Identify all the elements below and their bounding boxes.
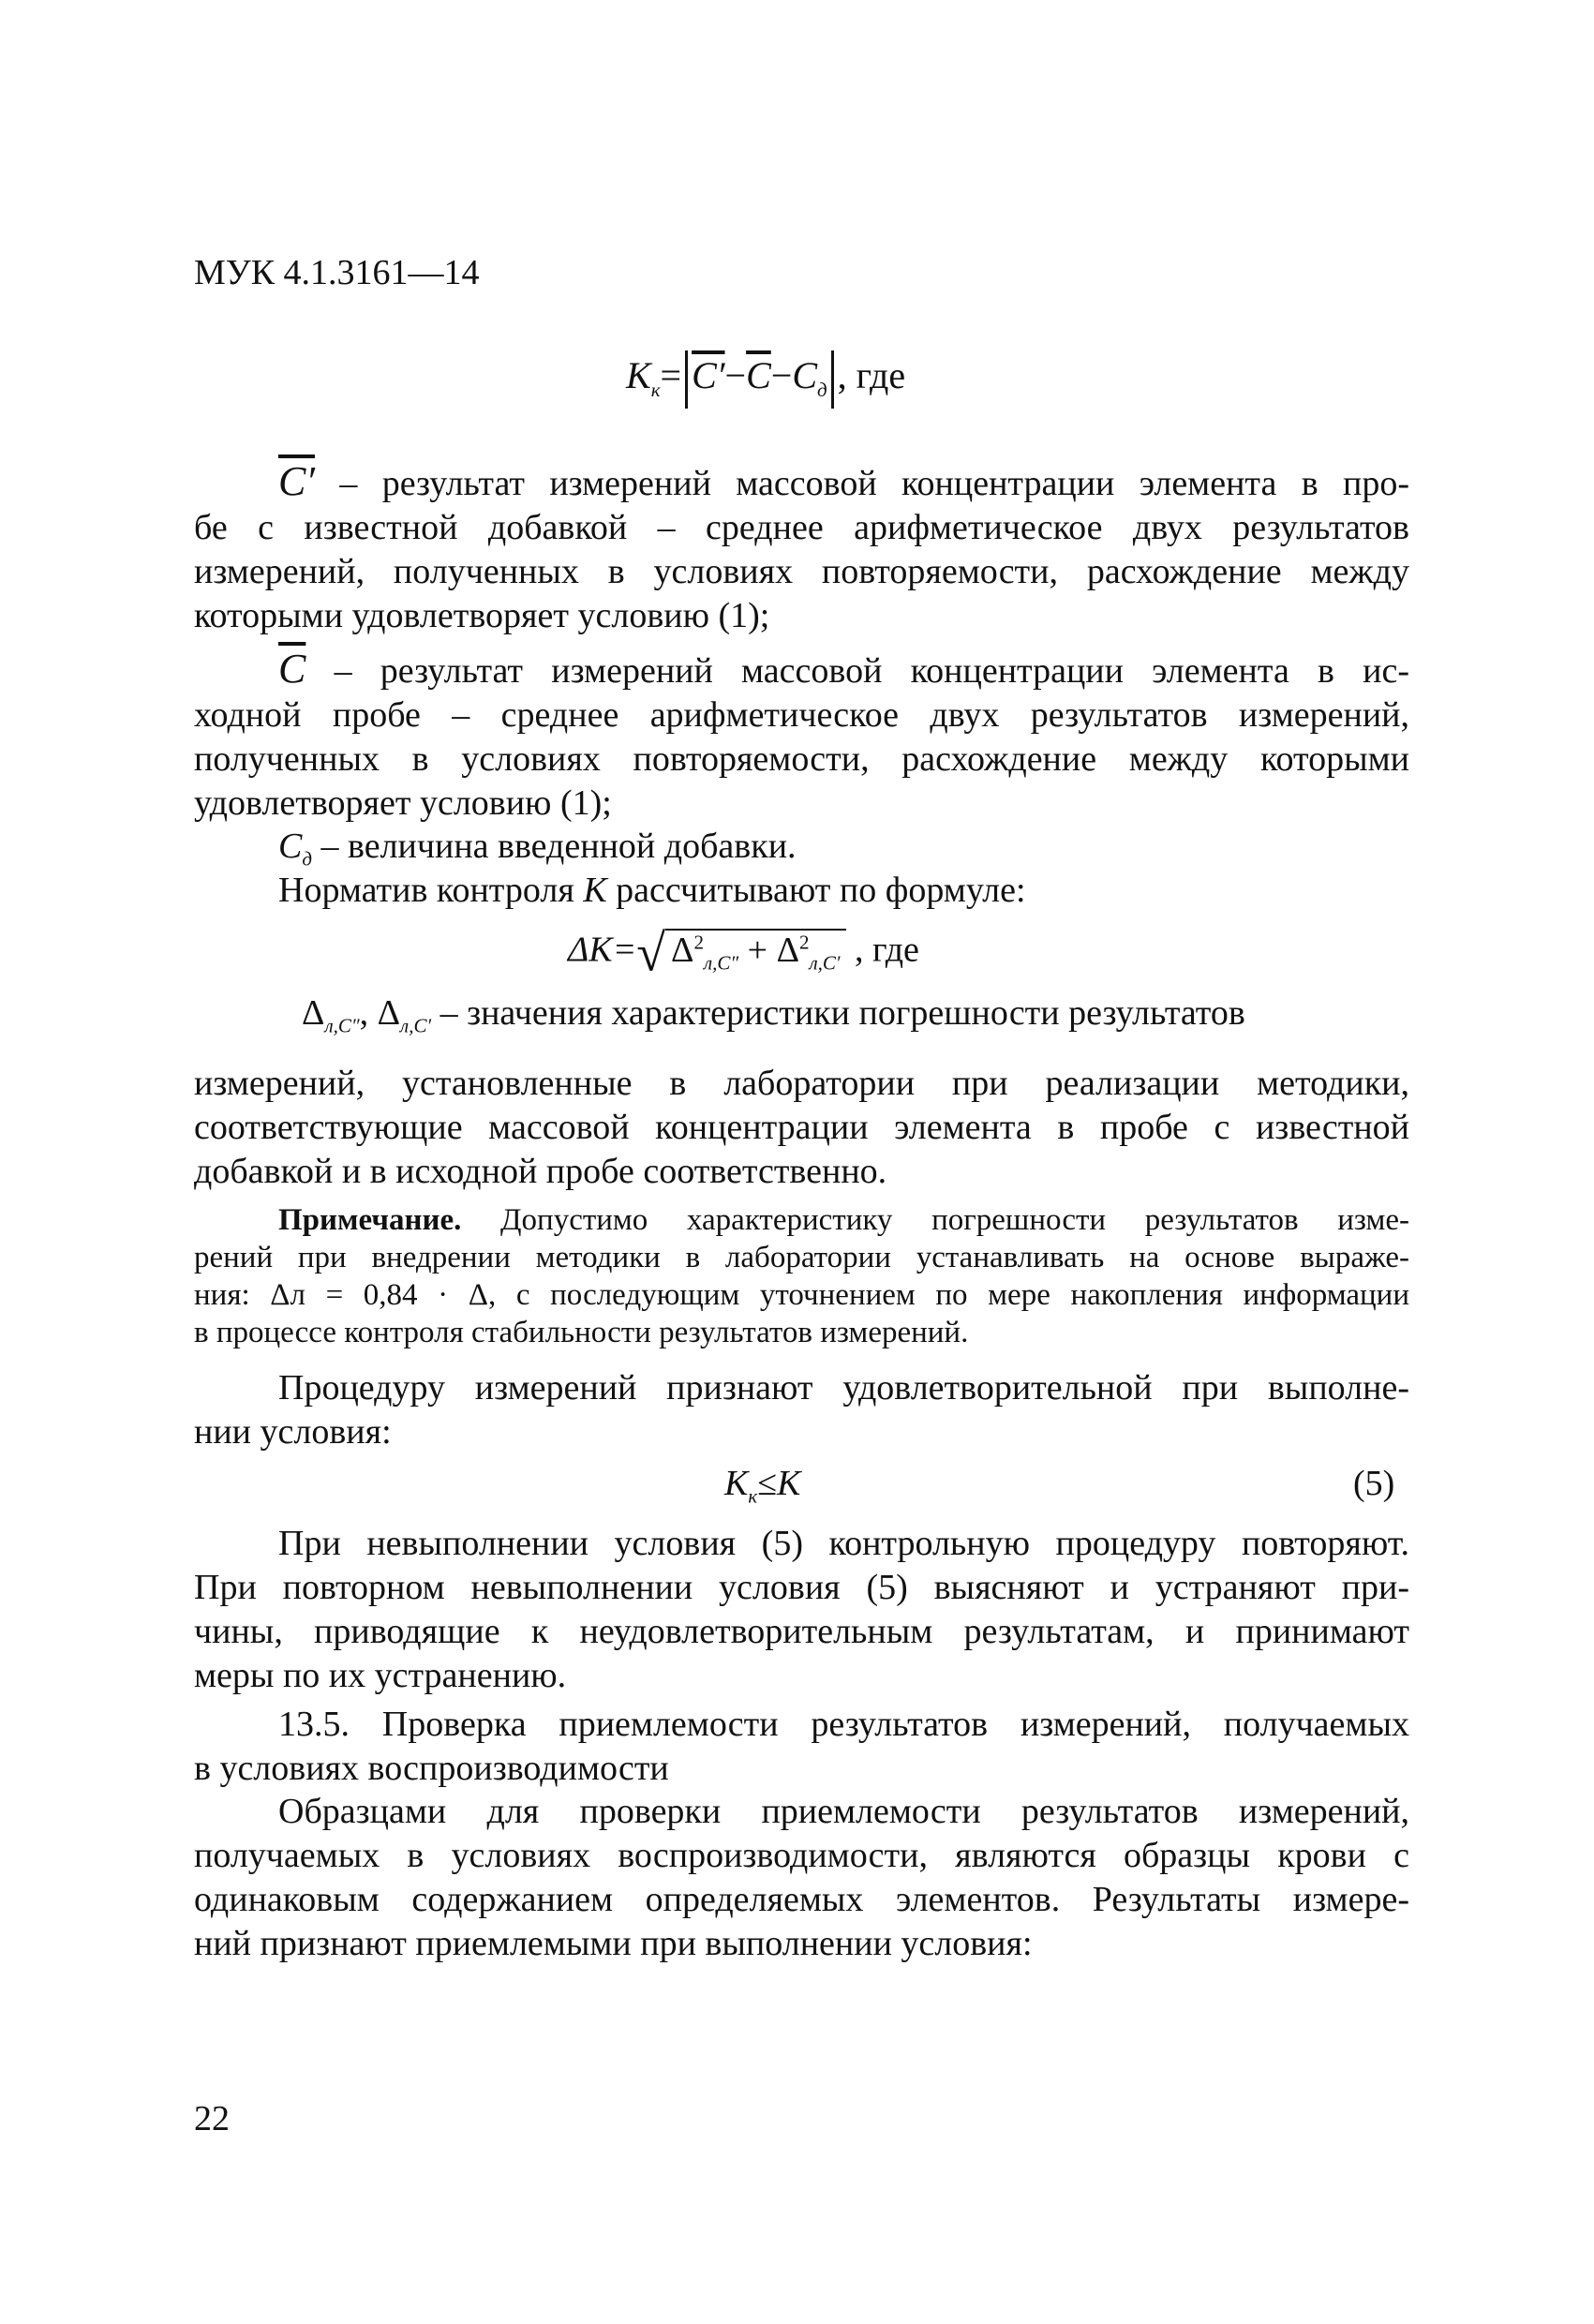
formula-delta-k: ΔK=√ $\Delta^2_{л,C''} + \Delta^2_{л,C'}$ , где [568,920,919,985]
abs-bar-left [685,350,688,409]
definition-c: $\overline{C}$ – результат измерений массовой концентрации элемента в ис- ходной пробе – среднее арифметическое двух результатов измерений, полученных в условиях повторяемости, расхождение между которыми удовлетворяет условию (1); [194,646,1409,823]
formula-kk: $K_к= C'-\overline{C}-C_д$ , где [626,350,905,412]
procedure-text: Процедуру измерений признают удовлетворительной при выполне- нии условия: [194,1368,1409,1452]
page-number: 22 [194,2099,230,2138]
repeat-procedure-text: При невыполнении условия (5) контрольную процедуру повторяют. При повторном невыполнении условия (5) выясняют и устраняют при- чины, приводящие к неудовлетворительным результатам, и принимают меры по их устранению. [194,1524,1409,1695]
abs-bar-right [831,350,834,409]
note: Примечание. Допустимо характеристику погрешности результатов изме- рений при внедрении методики в лаборатории устанавливать на основе выраже- ния: Δл = 0,84 · Δ, с последующим уточнением по мере накопления информации в процессе контроля стабильности результатов измерений. [194,1203,1409,1349]
norm-intro: Норматив контроля K рассчитывают по формуле: [278,871,1026,910]
sqrt-radicand: $\Delta^2_{л,C''} + \Delta^2_{л,C'}$ [665,929,846,970]
delta-definition: $\Delta_{л,C''}$, $\Delta_{л,C'}$ – значения характеристики погрешности результатов измерений, установленные в лаборатории при реализации методики, соответствующие массовой концентрации элемента в пробе с известной добавкой и в исходной пробе соответственно. [194,993,1409,1191]
formula-5: $K_к\le K$ [724,1464,801,1508]
definition-c-prime: C′ – результат измерений массовой концентрации элемента в про- бе с известной добавкой – среднее арифметическое двух результатов измерений, полученных в условиях повторяемости, расхождение между которыми удовлетворяет условию (1); [194,458,1410,635]
sqrt [636,920,845,985]
samples-text: Образцами для проверки приемлемости результатов измерений, получаемых в условиях воспроизводимости, являются образцы крови с одинаковым содержанием определяемых элементов. Результаты измере- ний признают приемлемыми при выполнении условия: [194,1792,1409,1963]
formula-5-number: (5) [1353,1464,1395,1503]
section-13-5-heading: 13.5. Проверка приемлемости результатов измерений, получаемых в условиях воспроизводимости [194,1705,1409,1788]
definition-cd: $C_д$ – величина введенной добавки. [278,827,797,871]
document-code: МУК 4.1.3161—14 [194,253,480,292]
note-label: Примечание. [278,1203,462,1237]
sqrt-sign: √ [636,924,666,983]
